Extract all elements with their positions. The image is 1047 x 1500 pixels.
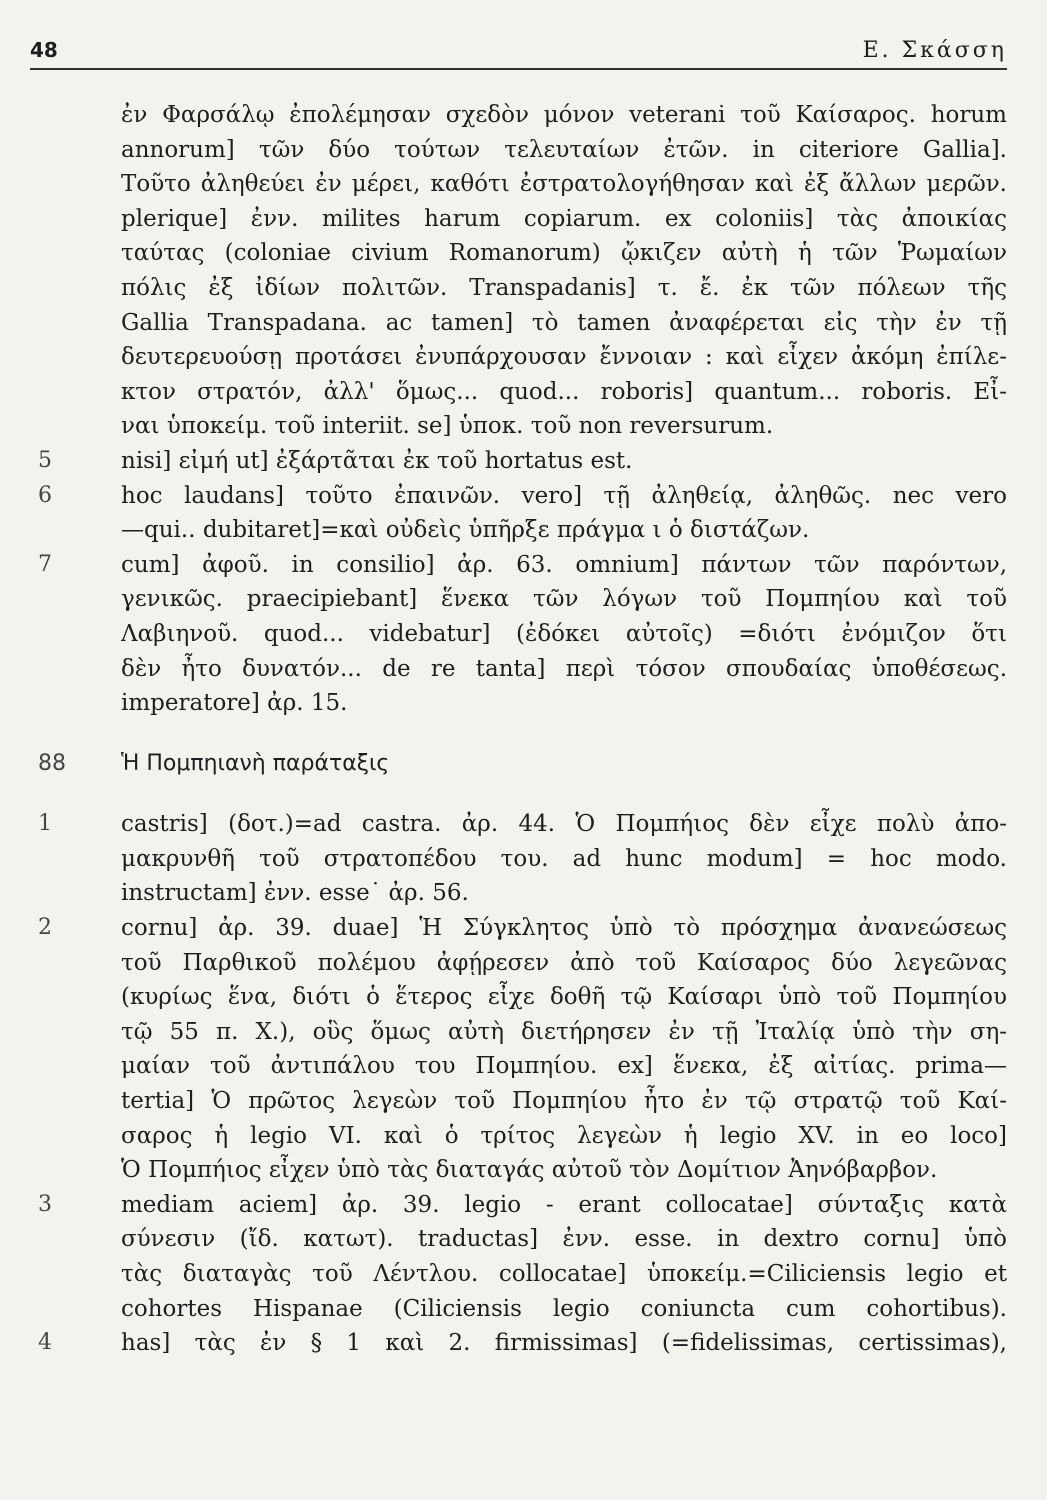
section-heading: Ἡ Πομπηιανὴ παράταξις [121, 750, 390, 776]
text-line [38, 686, 1007, 721]
line-text: plerique] ἐνν. milites harum copiarum. ex coloniis] τὰς ἀποικίας [121, 205, 1007, 232]
line-text: ναι ὑποκείμ. τοῦ interiit. se] ὑποκ. τοῦ non reversurum. [121, 413, 774, 440]
line-text: nisi] εἰμή ut] ἐξάρτᾶται ἐκ τοῦ hortatus est. [121, 447, 633, 474]
text-line [38, 1153, 1007, 1188]
text-line [38, 167, 1007, 202]
text-line [38, 652, 1007, 687]
line-text: hoc laudans] τοῦτο ἐπαινῶν. vero] τῇ ἀληθείᾳ, ἀληθῶς. nec vero [121, 482, 1007, 509]
margin-number: 3 [38, 1191, 52, 1217]
text-line [38, 409, 1007, 444]
text-line [38, 236, 1007, 271]
text-line [38, 479, 1007, 514]
section-heading-line [38, 747, 1007, 782]
margin-number: 5 [38, 447, 52, 473]
text-line [38, 444, 1007, 479]
line-text: tertia] Ὁ πρῶτος λεγεὼν τοῦ Πομπηίου ἦτο ἐν τῷ στρατῷ τοῦ Καί- [121, 1088, 1007, 1115]
line-text: ἐν Φαρσάλῳ ἐπολέμησαν σχεδὸν μόνον veterani τοῦ Καίσαρος. horum [121, 102, 1007, 128]
text-line [38, 340, 1007, 375]
text-line [38, 1222, 1007, 1257]
line-text: has] τὰς ἐν § 1 καὶ 2. firmissimas] (=fidelissimas, certissimas), [121, 1330, 1007, 1357]
line-text: Gallia Transpadana. ac tamen] τὸ tamen ἀναφέρεται εἰς τὴν ἐν τῇ [121, 309, 1007, 336]
line-text: mediam aciem] ἀρ. 39. legio - erant collocatae] σύνταξις κατὰ [121, 1191, 1007, 1218]
section-gap [38, 721, 1007, 747]
line-text: (κυρίως ἕνα, διότι ὁ ἕτερος εἶχε δοθῆ τῷ Καίσαρι ὑπὸ τοῦ Πομπηίου [121, 984, 1007, 1011]
text-line [38, 946, 1007, 981]
line-text: instructam] ἐνν. esse˙ ἀρ. 56. [121, 880, 469, 907]
line-text: cum] ἀφοῦ. in consilio] ἀρ. 63. omnium] πάντων τῶν παρόντων, [121, 551, 1007, 578]
line-text: μαίαν τοῦ ἀντιπάλου του Πομπηίου. ex] ἕνεκα, ἐξ αἰτίας. prima— [121, 1053, 1007, 1080]
text-line [38, 133, 1007, 168]
line-text: δὲν ἦτο δυνατόν... de re tanta] περὶ τόσον σπουδαίας ὑποθέσεως. [121, 655, 1007, 682]
margin-number: 2 [38, 915, 52, 941]
margin-number: 4 [38, 1330, 52, 1356]
text-line [38, 1084, 1007, 1119]
line-text: δευτερευούσῃ προτάσει ἐνυπάρχουσαν ἔννοιαν : καὶ εἶχεν ἀκόμη ἐπίλε- [121, 344, 1007, 371]
line-text: σύνεσιν (ἴδ. κατωτ). traductas] ἐνν. esse. in dextro cornu] ὑπὸ [121, 1226, 1007, 1253]
text-line [38, 876, 1007, 911]
line-text: γενικῶς. praecipiebant] ἕνεκα τῶν λόγων τοῦ Πομπηίου καὶ τοῦ [121, 586, 1007, 613]
text-line [38, 842, 1007, 877]
commentary-body [38, 98, 1007, 1361]
margin-number: 7 [38, 551, 52, 577]
line-text: μακρυνθῆ τοῦ στρατοπέδου του. ad hunc modum] = hoc modo. [121, 845, 1007, 872]
text-line [38, 582, 1007, 617]
chapter-number: 88 [38, 750, 66, 776]
text-line [38, 617, 1007, 652]
text-line [38, 202, 1007, 237]
page-header [30, 38, 1007, 68]
line-text: πόλις ἐξ ἰδίων πολιτῶν. Transpadanis] τ. ἔ. ἐκ τῶν πόλεων τῆς [121, 274, 1007, 301]
text-line [38, 1292, 1007, 1327]
line-text: Ὁ Πομπήιος εἶχεν ὑπὸ τὰς διαταγάς αὐτοῦ τὸν Δομίτιον Ἀηνόβαρβον. [121, 1157, 938, 1184]
text-line [38, 375, 1007, 410]
line-text: Λαβιηνοῦ. quod... videbatur] (ἐδόκει αὐτοῖς) =διότι ἐνόμιζον ὅτι [121, 620, 1007, 647]
text-line [38, 548, 1007, 583]
line-text: κτον στρατόν, ἀλλ' ὅμως... quod... roboris] quantum... roboris. Εἶ- [121, 378, 1007, 405]
running-head: Ε. Σκάσση [862, 38, 1007, 63]
line-text: —qui.. dubitaret]=καὶ οὐδεὶς ὑπῆρξε πράγμα ι ὁ διστάζων. [121, 517, 810, 544]
line-text: cohortes Hispanae (Ciliciensis legio coniuncta cum cohortibus). [121, 1295, 1007, 1322]
margin-number: 6 [38, 482, 52, 508]
section-gap [38, 781, 1007, 807]
line-text: ταύτας (coloniae civium Romanorum) ᾤκιζεν αὐτὴ ἡ τῶν Ῥωμαίων [121, 240, 1007, 267]
page-number: 48 [30, 38, 58, 62]
text-line [38, 980, 1007, 1015]
margin-number: 1 [38, 811, 52, 837]
line-text: Τοῦτο ἀληθεύει ἐν μέρει, καθότι ἐστρατολογήθησαν καὶ ἐξ ἄλλων μερῶν. [121, 171, 1007, 198]
line-text: imperatore] ἀρ. 15. [121, 690, 348, 717]
line-text: τὰς διαταγὰς τοῦ Λέντλου. collocatae] ὑποκείμ.=Ciliciensis legio et [121, 1261, 1007, 1287]
text-line [38, 1188, 1007, 1223]
line-text: σαρος ἡ legio VI. καὶ ὁ τρίτος λεγεὼν ἡ legio XV. in eo loco] [121, 1122, 1007, 1149]
text-line [38, 98, 1007, 133]
text-line [38, 271, 1007, 306]
text-line [38, 1015, 1007, 1050]
line-text: τῷ 55 π. Χ.), οὓς ὅμως αὐτὴ διετήρησεν ἐν τῇ Ἰταλίᾳ ὑπὸ τὴν ση- [121, 1018, 1007, 1045]
line-text: cornu] ἀρ. 39. duae] Ἡ Σύγκλητος ὑπὸ τὸ πρόσχημα ἀνανεώσεως [121, 915, 1007, 942]
text-line [38, 1257, 1007, 1292]
text-line [38, 513, 1007, 548]
text-line [38, 1049, 1007, 1084]
line-text: τοῦ Παρθικοῦ πολέμου ἀφῄρεσεν ἀπὸ τοῦ Καίσαρος δύο λεγεῶνας [121, 949, 1007, 976]
text-line [38, 1326, 1007, 1361]
text-line [38, 306, 1007, 341]
text-line [38, 807, 1007, 842]
line-text: castris] (δοτ.)=ad castra. ἀρ. 44. Ὁ Πομπήιος δὲν εἶχε πολὺ ἀπο- [121, 811, 1007, 838]
text-line [38, 911, 1007, 946]
line-text: annorum] τῶν δύο τούτων τελευταίων ἐτῶν. in citeriore Gallia]. [121, 136, 1007, 163]
text-line [38, 1119, 1007, 1154]
header-rule [30, 68, 1007, 70]
